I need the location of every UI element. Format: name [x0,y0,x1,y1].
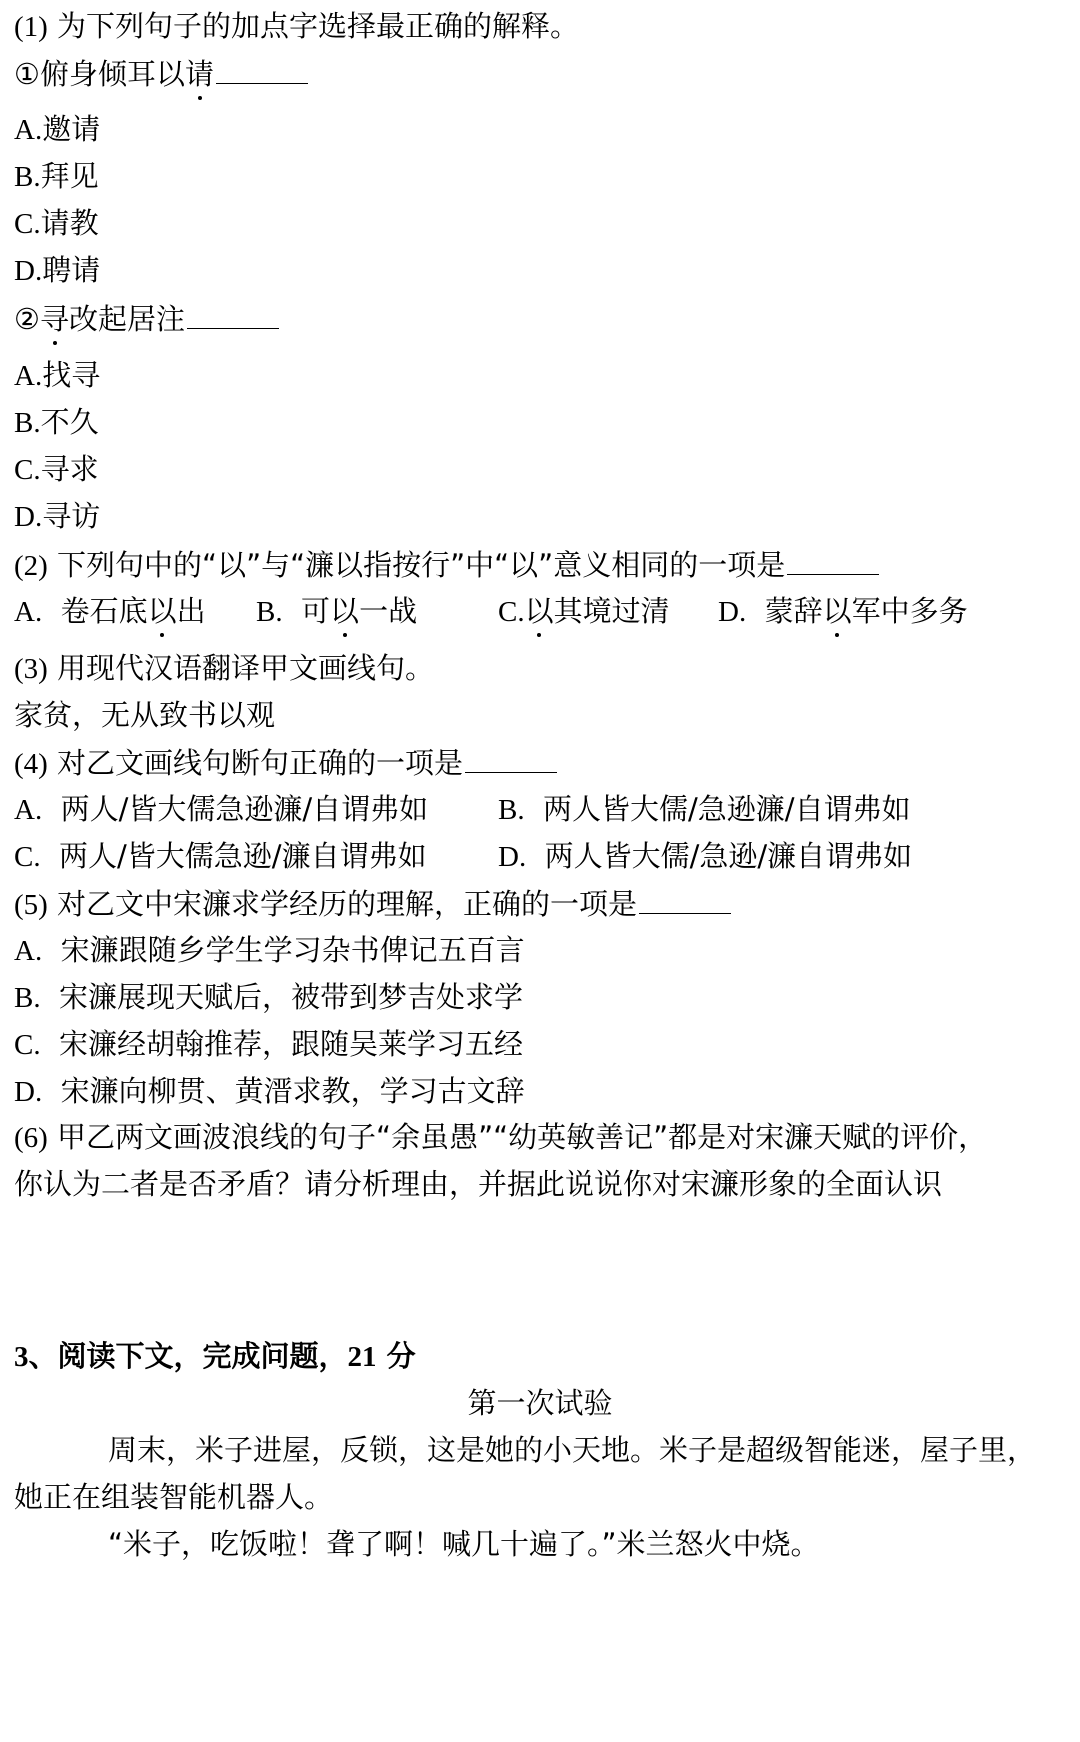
question-1-stem: (1) 为下列句子的加点字选择最正确的解释。 [14,9,580,43]
option-d: D. 两人皆大儒/急逊/濂自谓弗如 [498,839,913,873]
story-title: 第一次试验 [467,1386,613,1420]
option-a: A. 宋濂跟随乡学生学习杂书俾记五百言 [14,933,525,967]
question-6-stem-continued: 你认为二者是否矛盾？请分析理由，并据此说说你对宋濂形象的全面认识 [14,1167,943,1201]
question-3-stem: (3) 用现代汉语翻译甲文画线句。 [14,651,435,685]
option-d: D.聘请 [14,255,101,287]
option-a: A.邀请 [14,114,101,146]
option-a: A. 卷石底以出 [14,591,206,631]
question-1-sub-2: ②寻改起居注 [14,298,279,338]
dotted-char: 以 [330,591,359,631]
option-b: B. 宋濂展现天赋后，被带到梦吉处求学 [14,980,524,1014]
option-d: D.寻访 [14,501,101,533]
question-1-sub-1: ①俯身倾耳以请 [14,53,308,93]
section-3-heading: 3、阅读下文，完成问题，21 分 [14,1339,416,1373]
option-a: A. 两人/皆大儒急逊濂/自谓弗如 [14,792,429,826]
question-4-stem: (4) 对乙文画线句断句正确的一项是 [14,742,557,782]
dotted-char: 以 [148,591,177,631]
option-b: B. 可以一战 [256,591,417,631]
answer-blank[interactable] [787,544,879,575]
answer-blank[interactable] [639,883,731,914]
option-d: D. 蒙辞以军中多务 [718,591,968,631]
option-c: C.请教 [14,208,99,240]
answer-blank[interactable] [187,298,279,329]
option-c: C. 宋濂经胡翰推荐，跟随吴莱学习五经 [14,1027,524,1061]
question-5-stem: (5) 对乙文中宋濂求学经历的理解，正确的一项是 [14,883,731,923]
option-c: C. 两人/皆大儒急逊/濂自谓弗如 [14,839,427,873]
dotted-char: 以 [823,591,852,631]
option-b: B.不久 [14,407,99,439]
question-3-sentence: 家贫，无从致书以观 [14,698,276,732]
dotted-char: 寻 [40,299,69,339]
option-c: C.以其境过清 [498,591,670,631]
answer-blank[interactable] [216,53,308,84]
option-d: D. 宋濂向柳贯、黄溍求教，学习古文辞 [14,1074,525,1108]
story-paragraph-1: 周末，米子进屋，反锁，这是她的小天地。米子是超级智能迷，屋子里， [108,1433,1037,1467]
story-paragraph-1-continued: 她正在组装智能机器人。 [14,1480,334,1514]
option-b: B.拜见 [14,161,99,193]
dotted-char: 以 [525,591,554,631]
answer-blank[interactable] [465,742,557,773]
option-a: A.找寻 [14,360,101,392]
story-paragraph-2: “米子，吃饭啦！聋了啊！喊几十遍了。”米兰怒火中烧。 [108,1527,820,1561]
question-2-stem: (2) 下列句中的“以”与“濂以指按行”中“以”意义相同的一项是 [14,544,879,584]
option-c: C.寻求 [14,454,99,486]
option-b: B. 两人皆大儒/急逊濂/自谓弗如 [498,792,911,826]
dotted-char: 请 [185,54,214,94]
question-6-stem: (6) 甲乙两文画波浪线的句子“余虽愚”“幼英敏善记”都是对宋濂天赋的评价， [14,1120,988,1154]
